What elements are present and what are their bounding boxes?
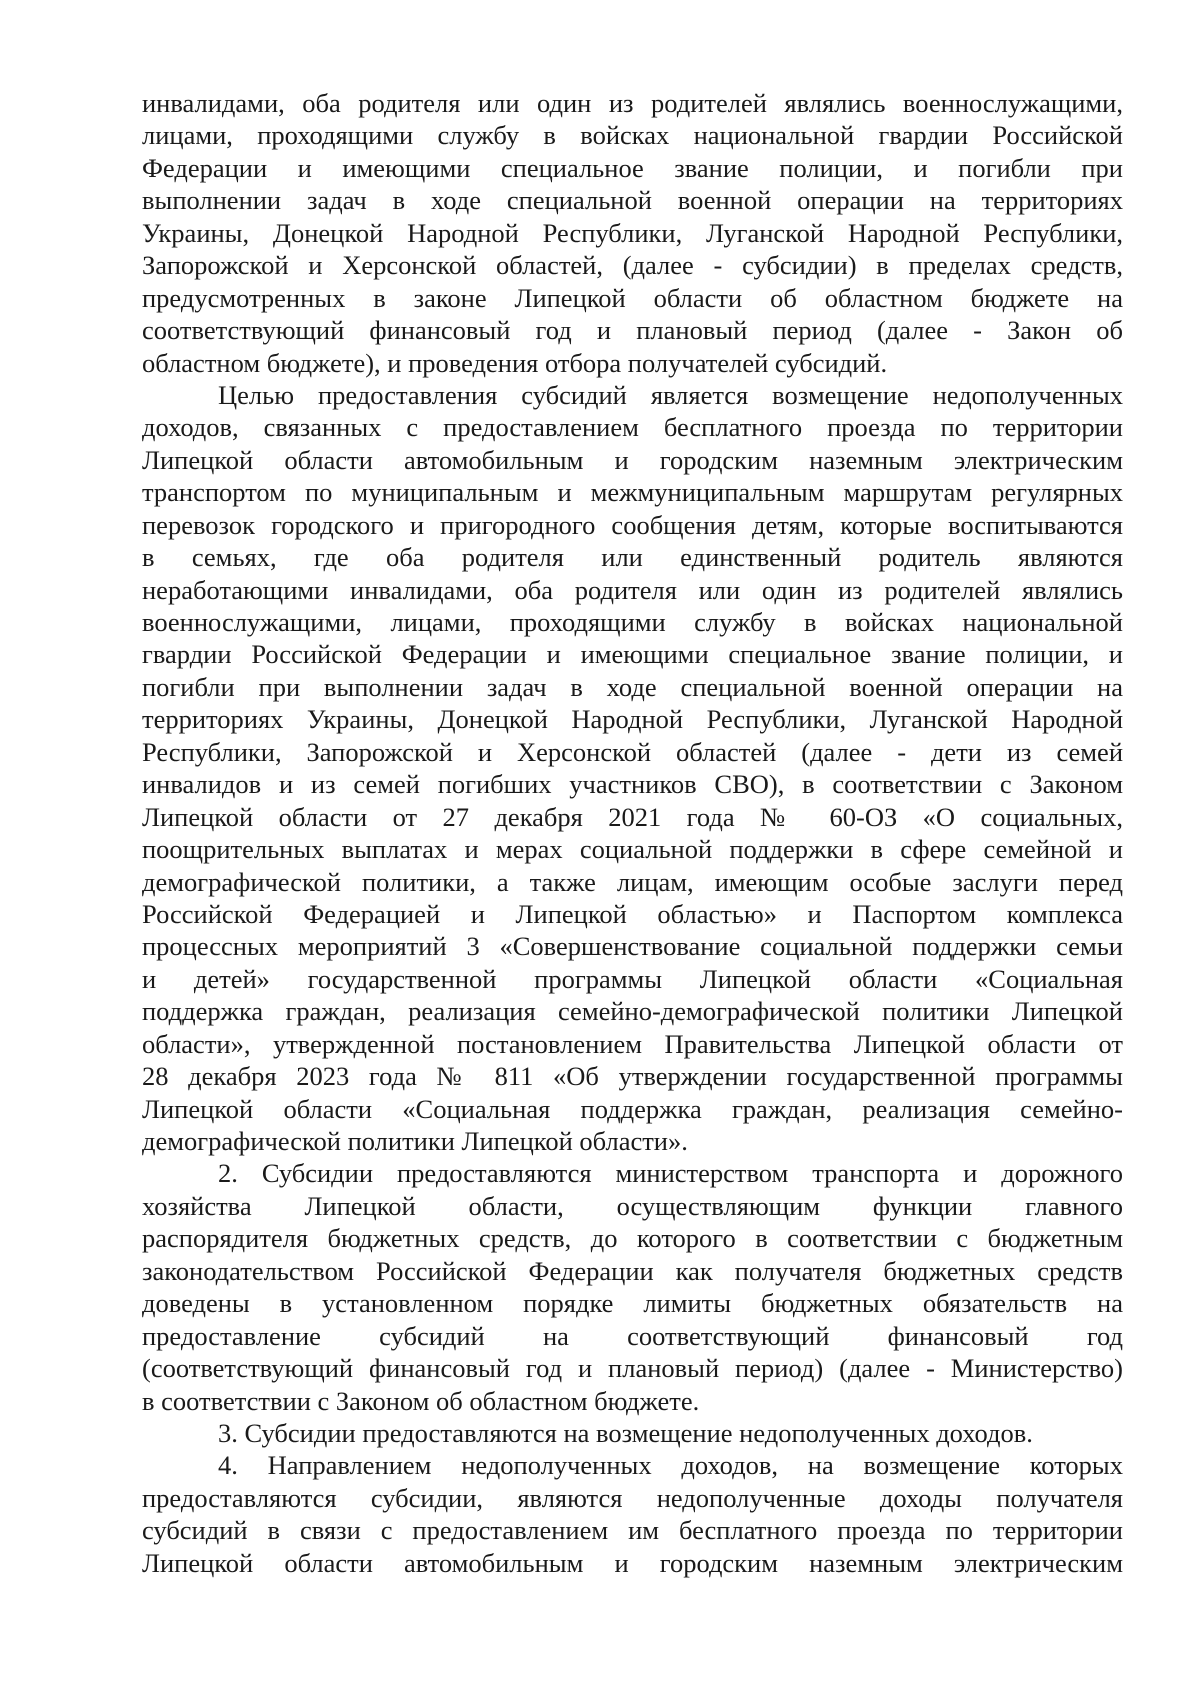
text-line: военнослужащими, лицами, проходящими службу в войсках национальной — [142, 607, 1123, 637]
text-line: перевозок городского и пригородного сообщения детям, которые воспитываются — [142, 509, 1123, 540]
text-line: инвалидов и из семей погибших участников СВО), в соответствии с Законом — [142, 769, 1123, 800]
text-line: Липецкой области автомобильным и городским наземным электрическим — [142, 1547, 1123, 1578]
paragraph-first-line: 4. Направлением недополученных доходов, на возмещение которых — [218, 1450, 1123, 1481]
text-line: доведены в установленном порядке лимиты бюджетных обязательств на — [142, 1288, 1123, 1319]
paragraph-first-line: Целью предоставления субсидий является возмещение недополученных — [218, 379, 1123, 410]
text-line: Липецкой области «Социальная поддержка граждан, реализация семейно- — [142, 1093, 1123, 1124]
text-line: доходов, связанных с предоставлением бесплатного проезда по территории — [142, 412, 1123, 443]
text-line: Липецкой области от 27 декабря 2021 года № 60-ОЗ «О социальных, — [142, 801, 1123, 832]
text-line: предоставление субсидий на соответствующий финансовый год — [142, 1320, 1123, 1351]
text-line: лицами, проходящими службу в войсках национальной гвардии Российской — [142, 120, 1123, 151]
text-line: выполнении задач в ходе специальной военной операции на территориях — [142, 185, 1123, 216]
text-line: и детей» государственной программы Липецкой области «Социальная — [142, 963, 1123, 994]
text-line: области», утвержденной постановлением Правительства Липецкой области от — [142, 1028, 1123, 1059]
text-line: демографической политики Липецкой области». — [142, 1126, 688, 1156]
paragraph-first-line: 2. Субсидии предоставляются министерством транспорта и дорожного — [218, 1158, 1123, 1189]
text-line: распорядителя бюджетных средств, до которого в соответствии с бюджетным — [142, 1223, 1123, 1254]
text-line: погибли при выполнении задач в ходе специальной военной операции на — [142, 671, 1123, 702]
text-line: территориях Украины, Донецкой Народной Республики, Луганской Народной — [142, 704, 1123, 735]
text-line: Запорожской и Херсонской областей, (далее - субсидии) в пределах средств, — [142, 250, 1123, 281]
text-line: 28 декабря 2023 года № 811 «Об утверждении государственной программы — [142, 1061, 1123, 1092]
text-line: (соответствующий финансовый год и плановый период) (далее - Министерство) — [142, 1353, 1123, 1384]
text-line: Республики, Запорожской и Херсонской областей (далее - дети из семей — [142, 736, 1123, 767]
text-line: процессных мероприятий 3 «Совершенствование социальной поддержки семьи — [142, 931, 1123, 962]
text-line: демографической политики, а также лицам, имеющим особые заслуги перед — [142, 866, 1123, 897]
text-line: предоставляются субсидии, являются недополученные доходы получателя — [142, 1482, 1123, 1513]
document-body — [142, 87, 1123, 1579]
text-line: законодательством Российской Федерации как получателя бюджетных средств — [142, 1255, 1123, 1286]
text-line: инвалидами, оба родителя или один из родителей являлись военнослужащими, — [142, 88, 1123, 118]
text-line: гвардии Российской Федерации и имеющими специальное звание полиции, и — [142, 639, 1123, 670]
text-line: предусмотренных в законе Липецкой области об областном бюджете на — [142, 282, 1123, 313]
text-line: транспортом по муниципальным и межмуниципальным маршрутам регулярных — [142, 477, 1123, 508]
text-line: Липецкой области автомобильным и городским наземным электрическим — [142, 444, 1123, 475]
text-line: в семьях, где оба родителя или единственный родитель являются — [142, 542, 1123, 573]
text-line: в соответствии с Законом об областном бюджете. — [142, 1385, 700, 1416]
text-line: неработающими инвалидами, оба родителя или один из родителей являлись — [142, 574, 1123, 605]
text-line: соответствующий финансовый год и плановый период (далее - Закон об — [142, 315, 1123, 346]
text-line: субсидий в связи с предоставлением им бесплатного проезда по территории — [142, 1515, 1123, 1546]
paragraph-first-line: 3. Субсидии предоставляются на возмещение недополученных доходов. — [218, 1417, 1033, 1448]
text-line: Российской Федерацией и Липецкой областью» и Паспортом комплекса — [142, 898, 1123, 929]
text-line: поощрительных выплатах и мерах социальной поддержки в сфере семейной и — [142, 834, 1123, 865]
text-line: Федерации и имеющими специальное звание полиции, и погибли при — [142, 152, 1123, 183]
text-line: Украины, Донецкой Народной Республики, Луганской Народной Республики, — [142, 217, 1123, 248]
text-line: поддержка граждан, реализация семейно-демографической политики Липецкой — [142, 996, 1123, 1027]
text-line: областном бюджете), и проведения отбора получателей субсидий. — [142, 347, 888, 378]
text-line: хозяйства Липецкой области, осуществляющим функции главного — [142, 1190, 1123, 1221]
